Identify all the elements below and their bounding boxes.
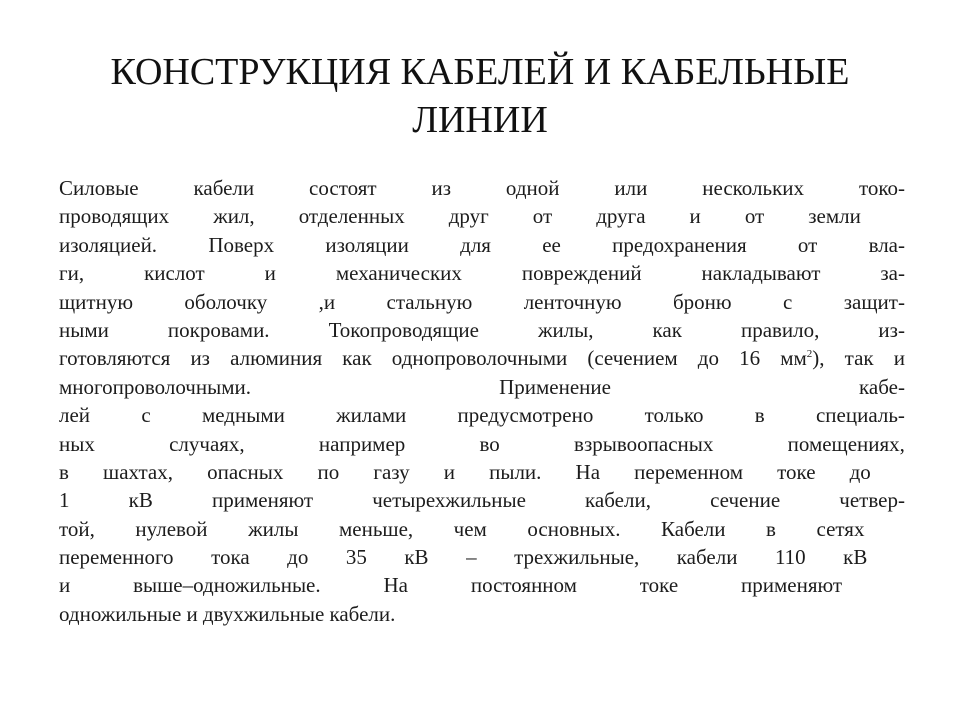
body-word: алюминия	[230, 346, 323, 371]
body-line	[59, 430, 905, 458]
body-word: правило,	[740, 317, 820, 342]
body-word: применяют	[212, 488, 314, 513]
body-word: с	[141, 403, 151, 428]
body-word: оболочку	[184, 289, 268, 314]
body-word: до	[287, 545, 309, 570]
body-word: кабели	[193, 176, 255, 200]
body-word: жил,	[213, 204, 255, 229]
body-word: чем	[453, 516, 487, 541]
body-word: 16	[739, 346, 761, 371]
body-word: от	[797, 232, 818, 257]
unit-text: мм	[780, 346, 807, 371]
body-word: переменном	[634, 459, 743, 484]
body-word: до	[849, 459, 871, 484]
body-word: шахтах,	[103, 459, 174, 484]
body-word: Токопроводящие	[328, 317, 479, 342]
body-word: так	[844, 346, 874, 371]
body-word: 110	[774, 545, 806, 570]
body-word: от	[744, 204, 765, 229]
body-word: за-	[880, 261, 905, 286]
body-word: четырехжильные	[372, 488, 526, 513]
body-word: –	[466, 545, 477, 570]
body-word: от	[532, 204, 553, 229]
body-word: готовляются	[59, 346, 171, 371]
body-word: механических	[335, 261, 462, 286]
body-word: кислот	[144, 261, 205, 286]
slide-title-line-1: КОНСТРУКЦИЯ КАБЕЛЕЙ И КАБЕЛЬНЫЕ	[110, 51, 850, 93]
body-word: кабели.	[329, 601, 396, 626]
body-word: лей	[59, 403, 91, 428]
body-word: жилы	[248, 516, 299, 541]
body-word: повреждений	[521, 261, 642, 286]
slide-title	[0, 48, 960, 144]
body-word: кВ	[128, 488, 153, 513]
body-word: токе	[777, 459, 816, 484]
body-word: стальную	[386, 289, 473, 314]
body-word: по	[317, 459, 340, 484]
body-word: Применение	[499, 374, 611, 399]
body-word: с	[783, 289, 793, 314]
body-word: и	[186, 601, 198, 626]
body-word: кВ	[843, 545, 868, 570]
body-word: той,	[59, 516, 95, 541]
body-word: из	[190, 346, 210, 371]
body-word: токе	[639, 573, 679, 598]
body-word: только	[644, 403, 704, 428]
body-word: одножильные	[59, 601, 182, 626]
body-word: основных.	[527, 516, 621, 541]
body-word: кабе-	[859, 374, 905, 399]
body-word: постоянном	[470, 573, 577, 598]
body-word: щитную	[59, 289, 134, 314]
body-word: (сечением	[587, 346, 678, 371]
body-word: друга	[596, 204, 646, 229]
body-word: кабели,	[585, 488, 651, 513]
body-word: двухжильные	[202, 601, 325, 626]
body-word: ными	[59, 317, 109, 342]
body-word: одной	[505, 176, 560, 200]
body-line	[59, 543, 905, 571]
body-word: однопроволочными	[391, 346, 568, 371]
body-line	[59, 316, 905, 344]
body-word: в	[754, 403, 765, 428]
body-word: Поверх	[208, 232, 275, 257]
body-word: изоляции	[325, 232, 409, 257]
body-word: защит-	[843, 289, 905, 314]
body-line	[59, 571, 905, 599]
body-word: тока	[211, 545, 250, 570]
body-line	[59, 231, 905, 259]
body-line-last	[59, 600, 905, 628]
body-word: или	[614, 176, 648, 200]
body-line	[59, 202, 905, 230]
body-word: покровами.	[167, 317, 270, 342]
body-word: из	[431, 176, 452, 200]
body-line	[59, 401, 905, 429]
body-paragraph	[59, 174, 905, 628]
body-word: сетях	[816, 516, 865, 541]
body-word: броню	[673, 289, 732, 314]
body-line	[59, 174, 905, 202]
body-word: медными	[201, 403, 285, 428]
body-word: например	[318, 431, 406, 456]
body-word: взрывоопасных	[574, 431, 714, 456]
body-word: Силовые	[59, 176, 139, 200]
body-word: предохранения	[612, 232, 747, 257]
body-word: для	[460, 232, 491, 257]
body-word: нескольких	[702, 176, 805, 200]
body-word: в	[59, 459, 69, 484]
body-word: как	[652, 317, 682, 342]
body-word: жилы,	[537, 317, 594, 342]
body-word: и	[893, 346, 905, 371]
body-word: На	[575, 459, 601, 484]
body-word: ги,	[59, 261, 85, 286]
body-word: токо-	[858, 176, 905, 200]
body-word: до	[697, 346, 719, 371]
body-word-unit	[780, 344, 824, 372]
body-word: во	[479, 431, 500, 456]
body-word: выше–одножильные.	[133, 573, 321, 598]
body-word: ных	[59, 431, 95, 456]
body-word: в	[766, 516, 776, 541]
body-word: кВ	[404, 545, 429, 570]
body-word: и	[443, 459, 455, 484]
body-word: пыли.	[489, 459, 542, 484]
body-word: ,и	[318, 289, 336, 314]
body-word: как	[342, 346, 372, 371]
body-line	[59, 486, 905, 514]
body-word: и	[264, 261, 276, 286]
body-word: Кабели	[661, 516, 726, 541]
body-word: применяют	[741, 573, 843, 598]
body-word: 35	[345, 545, 367, 570]
body-line	[59, 373, 905, 401]
unit-suffix: ),	[812, 346, 825, 371]
body-word: многопроволочными.	[59, 374, 251, 399]
body-line	[59, 344, 905, 372]
body-word: трехжильные,	[514, 545, 640, 570]
body-word: газу	[373, 459, 410, 484]
body-word: случаях,	[169, 431, 245, 456]
body-line	[59, 288, 905, 316]
body-word: друг	[448, 204, 489, 229]
body-line	[59, 458, 905, 486]
body-word: опасных	[207, 459, 284, 484]
body-word: На	[383, 573, 408, 598]
body-word: 1	[59, 488, 70, 513]
body-word: ее	[542, 232, 561, 257]
body-word: специаль-	[815, 403, 905, 428]
body-word: жилами	[336, 403, 407, 428]
body-line	[59, 515, 905, 543]
body-word: ленточную	[523, 289, 622, 314]
body-word: нулевой	[135, 516, 208, 541]
body-word: состоят	[309, 176, 377, 200]
slide-title-line-2: ЛИНИИ	[412, 99, 548, 141]
body-word: накладывают	[701, 261, 821, 286]
body-word: из-	[878, 317, 905, 342]
body-word: и	[689, 204, 701, 229]
body-word: изоляцией.	[59, 232, 158, 257]
body-word: земли	[808, 204, 861, 229]
body-word: меньше,	[338, 516, 414, 541]
body-word: отделенных	[298, 204, 405, 229]
body-word: предусмотрено	[457, 403, 594, 428]
body-word: и	[59, 573, 71, 598]
body-word: переменного	[59, 545, 174, 570]
body-word: вла-	[868, 232, 905, 257]
body-word: кабели	[676, 545, 738, 570]
body-word: проводящих	[59, 204, 170, 229]
body-line	[59, 259, 905, 287]
body-word: помещениях,	[787, 431, 905, 456]
body-word: сечение	[710, 488, 781, 513]
unit-exponent: 2	[806, 348, 813, 361]
body-word: четвер-	[839, 488, 905, 513]
